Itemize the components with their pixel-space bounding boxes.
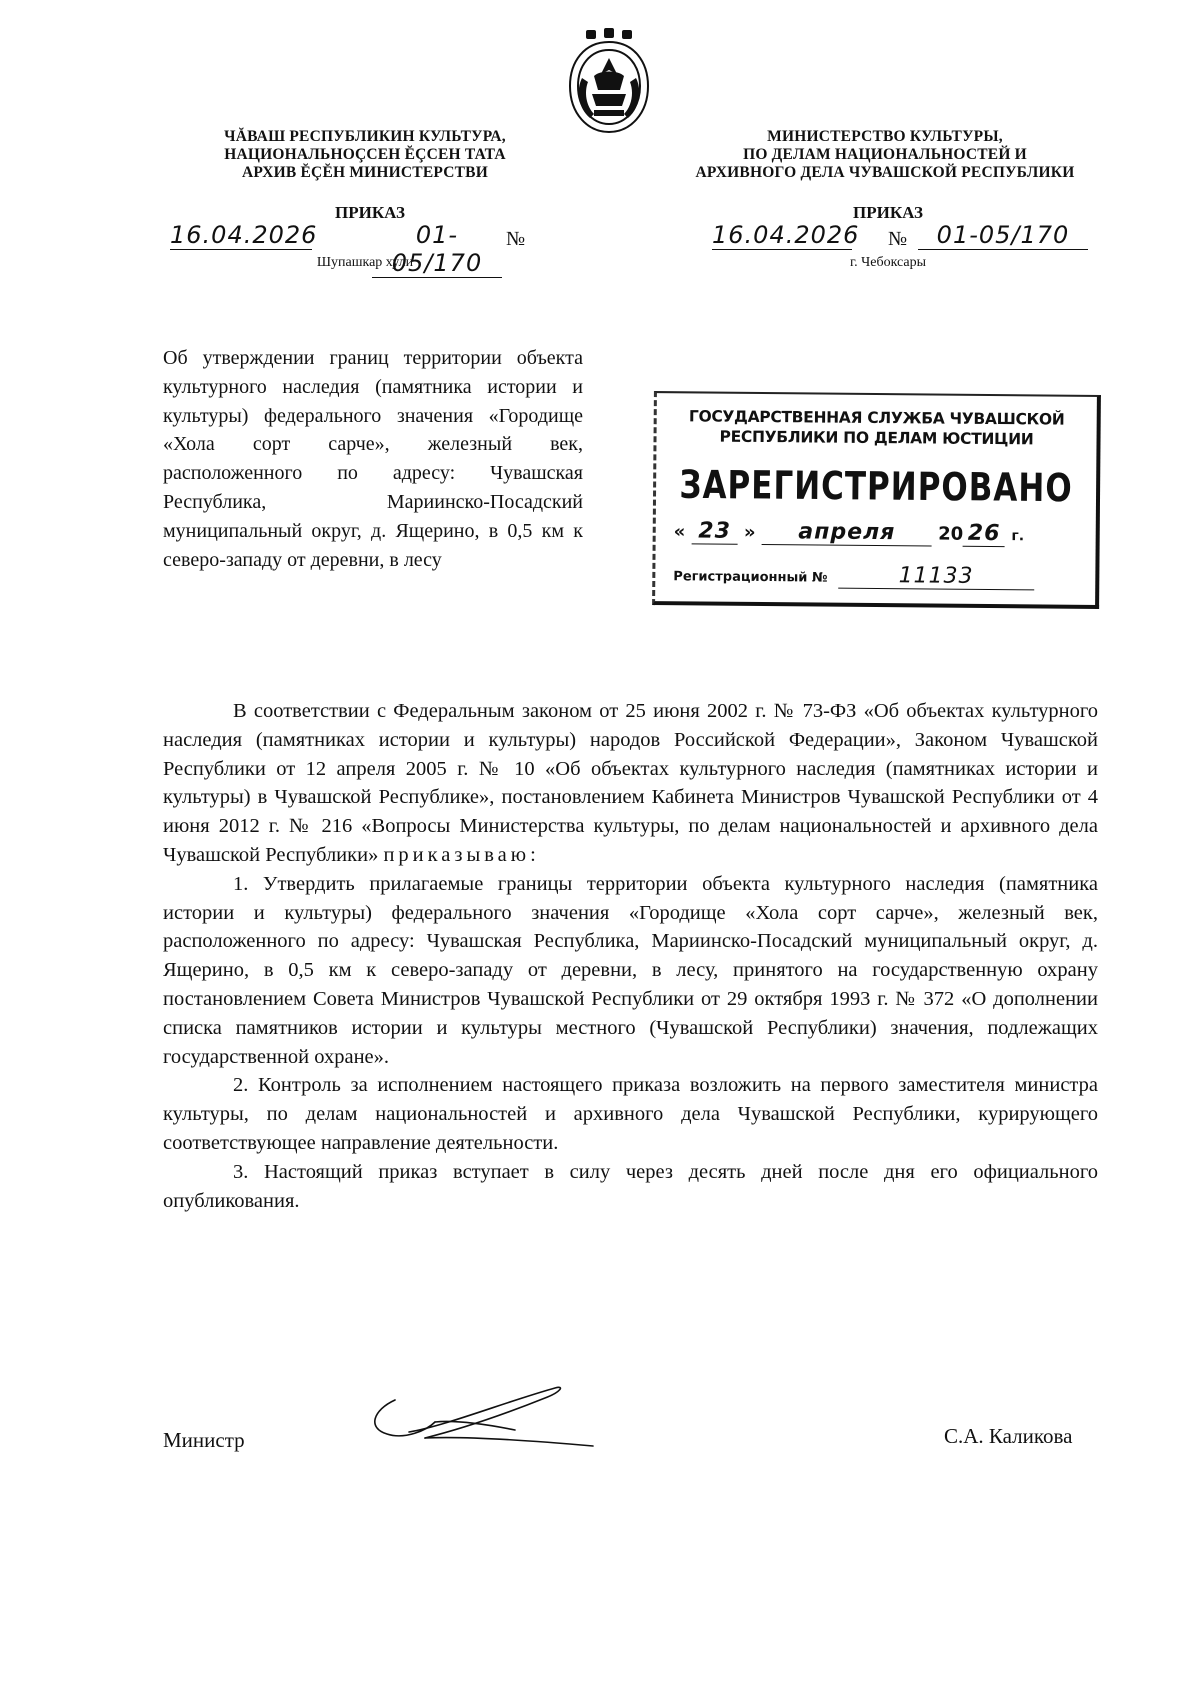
right-order-title: ПРИКАЗ xyxy=(853,203,923,222)
signatory-name: С.А. Каликова xyxy=(944,1424,1073,1448)
registration-stamp xyxy=(652,391,1101,609)
stamp-agency-line-1: ГОСУДАРСТВЕННАЯ СЛУЖБА ЧУВАШСКОЙ xyxy=(688,407,1065,429)
right-place: г. Чебоксары xyxy=(849,255,927,270)
right-org-name xyxy=(650,128,1120,182)
right-handwritten-date: 16.04.2026 xyxy=(712,221,860,249)
stamp-date-row xyxy=(674,518,1084,548)
left-org-line: НАЦИОНАЛЬНОÇСЕН ĔÇСЕН ТАТА xyxy=(224,146,506,163)
stamp-year-prefix: 20 xyxy=(938,523,964,545)
order-preamble xyxy=(163,697,1098,870)
stamp-registered-label: ЗАРЕГИСТРИРОВАНО xyxy=(679,462,1073,512)
right-handwritten-number: 01-05/170 xyxy=(918,221,1088,250)
left-number-sign: № xyxy=(506,228,526,250)
stamp-year-suffix: 26 xyxy=(963,521,1005,547)
stamp-reg-row xyxy=(673,561,1034,590)
order-item-3: 3. Настоящий приказ вступает в силу через десять дней после дня его официального опубликования. xyxy=(163,1160,1098,1212)
left-org-line: ЧĂВАШ РЕСПУБЛИКИН КУЛЬТУРА, xyxy=(224,128,506,145)
left-place: Шупашкар хули xyxy=(316,255,414,270)
coat-of-arms-emblem xyxy=(564,28,654,138)
signatory-title: Министр xyxy=(163,1428,245,1452)
left-handwritten-number: 01-05/170 xyxy=(372,221,502,278)
stamp-month: апреля xyxy=(762,519,932,546)
order-subject: Об утверждении границ территории объекта культурного наследия (памятника истории и культуры) федерального значения «Городище «Хола сорт сарче», железный век, расположенного по адресу: Чувашская Республика, Мариинско-Посадский муниципальный округ, д. Ящерино, в 0,5 км к северо-западу от деревни, в лесу xyxy=(163,347,583,571)
stamp-reg-label: Регистрационный № xyxy=(673,569,828,586)
order-item-2: 2. Контроль за исполнением настоящего приказа возложить на первого заместителя министра культуры, по делам национальностей и архивного дела Чувашской Республики, курирующего соответствующее направление деятельности. xyxy=(163,1074,1098,1154)
right-org-line: ПО ДЕЛАМ НАЦИОНАЛЬНОСТЕЙ И xyxy=(743,146,1027,163)
right-org-line: АРХИВНОГО ДЕЛА ЧУВАШСКОЙ РЕСПУБЛИКИ xyxy=(695,164,1075,181)
preamble-text: В соответствии с Федеральным законом от 25 июня 2002 г. № 73-ФЗ «Об объектах культурного наследия (памятниках истории и культуры) народов Российской Федерации», Законом Чувашской Республики от 12 апреля 2005 г. № 10 «Об объектах культурного наследия (памятниках истории и культуры) в Чувашской Республике», постановлением Кабинета Министров Чувашской Республики от 4 июня 2012 г. № 216 «Вопросы Министерства культуры, по делам национальностей и архивного дела Чувашской Республики» xyxy=(163,700,1098,866)
left-org-name xyxy=(150,128,580,182)
order-body xyxy=(163,697,1098,1215)
handwritten-signature xyxy=(365,1382,595,1462)
stamp-agency-line-2: РЕСПУБЛИКИ ПО ДЕЛАМ ЮСТИЦИИ xyxy=(719,427,1034,449)
right-number-sign: № xyxy=(888,228,908,250)
stamp-quote-open: « xyxy=(673,521,686,543)
stamp-quote-close: » xyxy=(743,521,756,543)
right-org-line: МИНИСТЕРСТВО КУЛЬТУРЫ, xyxy=(767,128,1003,145)
order-word: приказываю: xyxy=(383,843,540,866)
stamp-year-g: г. xyxy=(1011,528,1025,545)
stamp-day: 23 xyxy=(692,518,738,544)
order-item-1: 1. Утвердить прилагаемые границы территории объекта культурного наследия (памятника истории и культуры) федерального значения «Городище «Хола сорт сарче», железный век, расположенного по адресу: Чувашская Республика, Мариинско-Посадский муниципальный округ, д. Ящерино, в 0,5 км к северо-западу от деревни, в лесу, принятого на государственную охрану постановлением Совета Министров Чувашской Республики от 29 октября 1993 г. № 372 «О дополнении списка памятников истории и культуры местного (Чувашской Республики) значения, подлежащих государственной охране». xyxy=(163,872,1098,1068)
stamp-reg-number: 11133 xyxy=(838,563,1034,591)
left-org-line: АРХИВ ĔÇĔН МИНИСТЕРСТВИ xyxy=(242,164,488,181)
left-handwritten-date: 16.04.2026 xyxy=(170,221,318,249)
left-order-title: ПРИКАЗ xyxy=(335,203,405,222)
